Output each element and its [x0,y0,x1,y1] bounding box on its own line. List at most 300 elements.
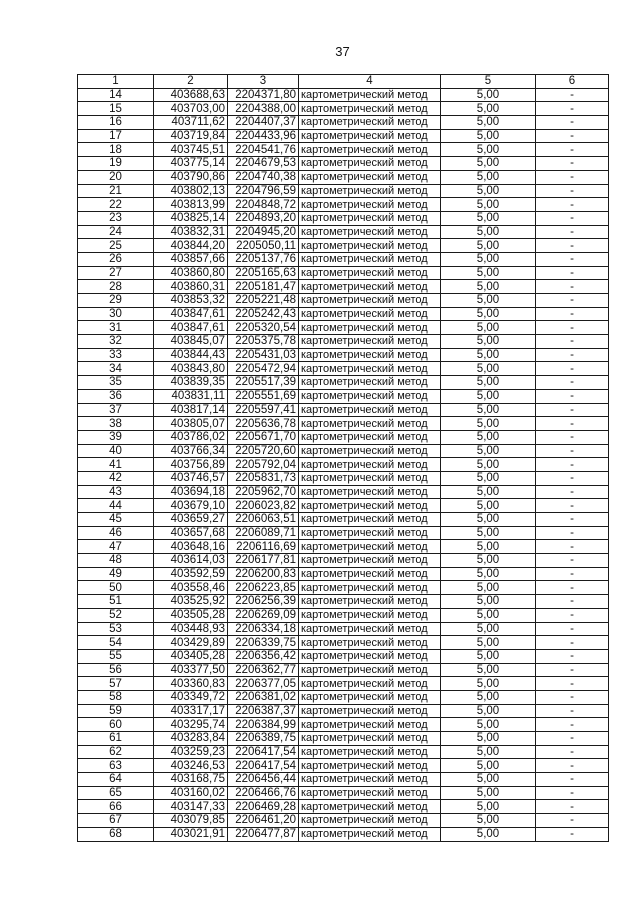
x-coordinate-cell: 403648,16 [154,540,228,554]
column-header-3: 3 [228,75,299,89]
table-row [78,786,609,800]
method-cell: картометрический метод [299,417,441,431]
accuracy-cell: 5,00 [441,622,536,636]
note-cell: - [536,280,609,294]
point-number-cell: 65 [78,786,154,800]
accuracy-cell: 5,00 [441,430,536,444]
point-number-cell: 53 [78,622,154,636]
table-row [78,430,609,444]
x-coordinate-cell: 403860,80 [154,266,228,280]
y-coordinate-cell: 2206456,44 [228,773,299,787]
point-number-cell: 32 [78,335,154,349]
x-coordinate-cell: 403657,68 [154,526,228,540]
y-coordinate-cell: 2206461,20 [228,814,299,828]
accuracy-cell: 5,00 [441,800,536,814]
accuracy-cell: 5,00 [441,321,536,335]
table-row [78,348,609,362]
accuracy-cell: 5,00 [441,704,536,718]
accuracy-cell: 5,00 [441,499,536,513]
method-cell: картометрический метод [299,608,441,622]
accuracy-cell: 5,00 [441,362,536,376]
note-cell: - [536,143,609,157]
point-number-cell: 39 [78,430,154,444]
point-number-cell: 61 [78,732,154,746]
note-cell: - [536,677,609,691]
accuracy-cell: 5,00 [441,608,536,622]
y-coordinate-cell: 2204388,00 [228,102,299,116]
table-header-row [78,75,609,89]
table-row [78,554,609,568]
note-cell: - [536,417,609,431]
point-number-cell: 58 [78,690,154,704]
y-coordinate-cell: 2206389,75 [228,732,299,746]
point-number-cell: 31 [78,321,154,335]
method-cell: картометрический метод [299,745,441,759]
table-row [78,622,609,636]
point-number-cell: 56 [78,663,154,677]
point-number-cell: 60 [78,718,154,732]
y-coordinate-cell: 2206223,85 [228,581,299,595]
method-cell: картометрический метод [299,732,441,746]
x-coordinate-cell: 403505,28 [154,608,228,622]
note-cell: - [536,786,609,800]
x-coordinate-cell: 403832,31 [154,225,228,239]
table-row [78,294,609,308]
table-row [78,499,609,513]
accuracy-cell: 5,00 [441,170,536,184]
note-cell: - [536,430,609,444]
accuracy-cell: 5,00 [441,745,536,759]
x-coordinate-cell: 403688,63 [154,88,228,102]
note-cell: - [536,335,609,349]
accuracy-cell: 5,00 [441,485,536,499]
x-coordinate-cell: 403805,07 [154,417,228,431]
method-cell: картометрический метод [299,513,441,527]
note-cell: - [536,595,609,609]
accuracy-cell: 5,00 [441,677,536,691]
note-cell: - [536,157,609,171]
table-row [78,471,609,485]
note-cell: - [536,88,609,102]
y-coordinate-cell: 2206200,83 [228,567,299,581]
method-cell: картометрический метод [299,663,441,677]
point-number-cell: 21 [78,184,154,198]
point-number-cell: 68 [78,827,154,841]
table-row [78,335,609,349]
y-coordinate-cell: 2206177,81 [228,554,299,568]
accuracy-cell: 5,00 [441,198,536,212]
x-coordinate-cell: 403766,34 [154,444,228,458]
note-cell: - [536,636,609,650]
point-number-cell: 22 [78,198,154,212]
point-number-cell: 30 [78,307,154,321]
y-coordinate-cell: 2206269,09 [228,608,299,622]
y-coordinate-cell: 2205181,47 [228,280,299,294]
note-cell: - [536,225,609,239]
accuracy-cell: 5,00 [441,389,536,403]
y-coordinate-cell: 2206023,82 [228,499,299,513]
y-coordinate-cell: 2206417,54 [228,745,299,759]
point-number-cell: 34 [78,362,154,376]
method-cell: картометрический метод [299,773,441,787]
method-cell: картометрический метод [299,211,441,225]
note-cell: - [536,526,609,540]
x-coordinate-cell: 403775,14 [154,157,228,171]
point-number-cell: 47 [78,540,154,554]
column-header-5: 5 [441,75,536,89]
y-coordinate-cell: 2204679,53 [228,157,299,171]
note-cell: - [536,266,609,280]
point-number-cell: 42 [78,471,154,485]
table-row [78,88,609,102]
point-number-cell: 27 [78,266,154,280]
y-coordinate-cell: 2206377,05 [228,677,299,691]
accuracy-cell: 5,00 [441,595,536,609]
table-row [78,376,609,390]
coordinates-table [77,74,609,842]
point-number-cell: 55 [78,649,154,663]
y-coordinate-cell: 2205720,60 [228,444,299,458]
table-row [78,677,609,691]
accuracy-cell: 5,00 [441,526,536,540]
x-coordinate-cell: 403525,92 [154,595,228,609]
note-cell: - [536,376,609,390]
y-coordinate-cell: 2205597,41 [228,403,299,417]
x-coordinate-cell: 403844,20 [154,239,228,253]
y-coordinate-cell: 2204848,72 [228,198,299,212]
note-cell: - [536,307,609,321]
method-cell: картометрический метод [299,526,441,540]
method-cell: картометрический метод [299,595,441,609]
note-cell: - [536,663,609,677]
method-cell: картометрический метод [299,184,441,198]
x-coordinate-cell: 403802,13 [154,184,228,198]
point-number-cell: 66 [78,800,154,814]
table-row [78,581,609,595]
note-cell: - [536,554,609,568]
note-cell: - [536,485,609,499]
note-cell: - [536,444,609,458]
accuracy-cell: 5,00 [441,116,536,130]
accuracy-cell: 5,00 [441,786,536,800]
table-row [78,211,609,225]
note-cell: - [536,540,609,554]
x-coordinate-cell: 403349,72 [154,690,228,704]
table-row [78,239,609,253]
x-coordinate-cell: 403147,33 [154,800,228,814]
point-number-cell: 24 [78,225,154,239]
table-row [78,102,609,116]
method-cell: картометрический метод [299,485,441,499]
method-cell: картометрический метод [299,376,441,390]
x-coordinate-cell: 403377,50 [154,663,228,677]
table-row [78,663,609,677]
y-coordinate-cell: 2204945,20 [228,225,299,239]
y-coordinate-cell: 2205242,43 [228,307,299,321]
note-cell: - [536,800,609,814]
method-cell: картометрический метод [299,239,441,253]
point-number-cell: 46 [78,526,154,540]
note-cell: - [536,649,609,663]
x-coordinate-cell: 403259,23 [154,745,228,759]
x-coordinate-cell: 403659,27 [154,513,228,527]
table-row [78,157,609,171]
note-cell: - [536,608,609,622]
method-cell: картометрический метод [299,225,441,239]
table-row [78,485,609,499]
x-coordinate-cell: 403360,83 [154,677,228,691]
y-coordinate-cell: 2205472,94 [228,362,299,376]
accuracy-cell: 5,00 [441,690,536,704]
table-row [78,143,609,157]
x-coordinate-cell: 403844,43 [154,348,228,362]
y-coordinate-cell: 2205221,48 [228,294,299,308]
note-cell: - [536,170,609,184]
table-row [78,773,609,787]
y-coordinate-cell: 2204796,59 [228,184,299,198]
point-number-cell: 14 [78,88,154,102]
point-number-cell: 51 [78,595,154,609]
method-cell: картометрический метод [299,362,441,376]
accuracy-cell: 5,00 [441,157,536,171]
point-number-cell: 16 [78,116,154,130]
method-cell: картометрический метод [299,102,441,116]
table-row [78,567,609,581]
method-cell: картометрический метод [299,649,441,663]
point-number-cell: 54 [78,636,154,650]
x-coordinate-cell: 403021,91 [154,827,228,841]
column-header-4: 4 [299,75,441,89]
accuracy-cell: 5,00 [441,294,536,308]
method-cell: картометрический метод [299,690,441,704]
point-number-cell: 45 [78,513,154,527]
table-row [78,116,609,130]
method-cell: картометрический метод [299,458,441,472]
method-cell: картометрический метод [299,554,441,568]
note-cell: - [536,102,609,116]
y-coordinate-cell: 2204740,38 [228,170,299,184]
table-row [78,540,609,554]
y-coordinate-cell: 2205050,11 [228,239,299,253]
method-cell: картометрический метод [299,321,441,335]
accuracy-cell: 5,00 [441,444,536,458]
method-cell: картометрический метод [299,759,441,773]
x-coordinate-cell: 403847,61 [154,307,228,321]
note-cell: - [536,458,609,472]
table-row [78,444,609,458]
point-number-cell: 23 [78,211,154,225]
x-coordinate-cell: 403405,28 [154,649,228,663]
note-cell: - [536,389,609,403]
y-coordinate-cell: 2206384,99 [228,718,299,732]
accuracy-cell: 5,00 [441,348,536,362]
column-header-6: 6 [536,75,609,89]
table-row [78,280,609,294]
method-cell: картометрический метод [299,280,441,294]
table-row [78,321,609,335]
accuracy-cell: 5,00 [441,732,536,746]
note-cell: - [536,252,609,266]
y-coordinate-cell: 2206477,87 [228,827,299,841]
table-row [78,690,609,704]
point-number-cell: 62 [78,745,154,759]
table-row [78,225,609,239]
method-cell: картометрический метод [299,252,441,266]
x-coordinate-cell: 403448,93 [154,622,228,636]
table-row [78,732,609,746]
accuracy-cell: 5,00 [441,759,536,773]
note-cell: - [536,513,609,527]
table-row [78,417,609,431]
method-cell: картометрический метод [299,294,441,308]
x-coordinate-cell: 403845,07 [154,335,228,349]
method-cell: картометрический метод [299,307,441,321]
y-coordinate-cell: 2205792,04 [228,458,299,472]
note-cell: - [536,718,609,732]
method-cell: картометрический метод [299,430,441,444]
x-coordinate-cell: 403246,53 [154,759,228,773]
note-cell: - [536,348,609,362]
table-row [78,307,609,321]
method-cell: картометрический метод [299,335,441,349]
point-number-cell: 41 [78,458,154,472]
y-coordinate-cell: 2205165,63 [228,266,299,280]
y-coordinate-cell: 2206417,54 [228,759,299,773]
table-row [78,266,609,280]
x-coordinate-cell: 403745,51 [154,143,228,157]
method-cell: картометрический метод [299,143,441,157]
x-coordinate-cell: 403703,00 [154,102,228,116]
y-coordinate-cell: 2205517,39 [228,376,299,390]
y-coordinate-cell: 2206469,28 [228,800,299,814]
x-coordinate-cell: 403679,10 [154,499,228,513]
point-number-cell: 57 [78,677,154,691]
accuracy-cell: 5,00 [441,335,536,349]
method-cell: картометрический метод [299,471,441,485]
x-coordinate-cell: 403558,46 [154,581,228,595]
y-coordinate-cell: 2205137,76 [228,252,299,266]
accuracy-cell: 5,00 [441,143,536,157]
accuracy-cell: 5,00 [441,417,536,431]
x-coordinate-cell: 403847,61 [154,321,228,335]
note-cell: - [536,321,609,335]
x-coordinate-cell: 403790,86 [154,170,228,184]
point-number-cell: 49 [78,567,154,581]
method-cell: картометрический метод [299,88,441,102]
note-cell: - [536,198,609,212]
table-row [78,526,609,540]
table-row [78,649,609,663]
y-coordinate-cell: 2205551,69 [228,389,299,403]
note-cell: - [536,116,609,130]
note-cell: - [536,745,609,759]
x-coordinate-cell: 403860,31 [154,280,228,294]
point-number-cell: 43 [78,485,154,499]
table-row [78,362,609,376]
note-cell: - [536,239,609,253]
accuracy-cell: 5,00 [441,773,536,787]
point-number-cell: 28 [78,280,154,294]
y-coordinate-cell: 2206063,51 [228,513,299,527]
y-coordinate-cell: 2204371,80 [228,88,299,102]
y-coordinate-cell: 2204433,96 [228,129,299,143]
x-coordinate-cell: 403079,85 [154,814,228,828]
column-header-1: 1 [78,75,154,89]
accuracy-cell: 5,00 [441,102,536,116]
note-cell: - [536,403,609,417]
accuracy-cell: 5,00 [441,184,536,198]
accuracy-cell: 5,00 [441,266,536,280]
method-cell: картометрический метод [299,170,441,184]
method-cell: картометрический метод [299,403,441,417]
accuracy-cell: 5,00 [441,718,536,732]
y-coordinate-cell: 2204541,76 [228,143,299,157]
x-coordinate-cell: 403756,89 [154,458,228,472]
accuracy-cell: 5,00 [441,252,536,266]
point-number-cell: 15 [78,102,154,116]
table-row [78,458,609,472]
method-cell: картометрический метод [299,800,441,814]
point-number-cell: 48 [78,554,154,568]
point-number-cell: 64 [78,773,154,787]
point-number-cell: 52 [78,608,154,622]
y-coordinate-cell: 2205320,54 [228,321,299,335]
point-number-cell: 17 [78,129,154,143]
accuracy-cell: 5,00 [441,88,536,102]
note-cell: - [536,690,609,704]
y-coordinate-cell: 2205636,78 [228,417,299,431]
point-number-cell: 67 [78,814,154,828]
method-cell: картометрический метод [299,116,441,130]
table-body [78,88,609,841]
method-cell: картометрический метод [299,157,441,171]
point-number-cell: 25 [78,239,154,253]
table-row [78,252,609,266]
method-cell: картометрический метод [299,827,441,841]
accuracy-cell: 5,00 [441,458,536,472]
accuracy-cell: 5,00 [441,513,536,527]
accuracy-cell: 5,00 [441,225,536,239]
x-coordinate-cell: 403746,57 [154,471,228,485]
table-row [78,814,609,828]
method-cell: картометрический метод [299,567,441,581]
method-cell: картометрический метод [299,266,441,280]
x-coordinate-cell: 403160,02 [154,786,228,800]
note-cell: - [536,294,609,308]
accuracy-cell: 5,00 [441,471,536,485]
note-cell: - [536,581,609,595]
table-row [78,636,609,650]
method-cell: картометрический метод [299,348,441,362]
accuracy-cell: 5,00 [441,211,536,225]
x-coordinate-cell: 403831,11 [154,389,228,403]
point-number-cell: 26 [78,252,154,266]
method-cell: картометрический метод [299,704,441,718]
table-row [78,827,609,841]
table-row [78,595,609,609]
x-coordinate-cell: 403825,14 [154,211,228,225]
table-row [78,800,609,814]
x-coordinate-cell: 403813,99 [154,198,228,212]
y-coordinate-cell: 2205431,03 [228,348,299,362]
y-coordinate-cell: 2206116,69 [228,540,299,554]
x-coordinate-cell: 403853,32 [154,294,228,308]
note-cell: - [536,827,609,841]
note-cell: - [536,773,609,787]
point-number-cell: 29 [78,294,154,308]
accuracy-cell: 5,00 [441,403,536,417]
y-coordinate-cell: 2206089,71 [228,526,299,540]
